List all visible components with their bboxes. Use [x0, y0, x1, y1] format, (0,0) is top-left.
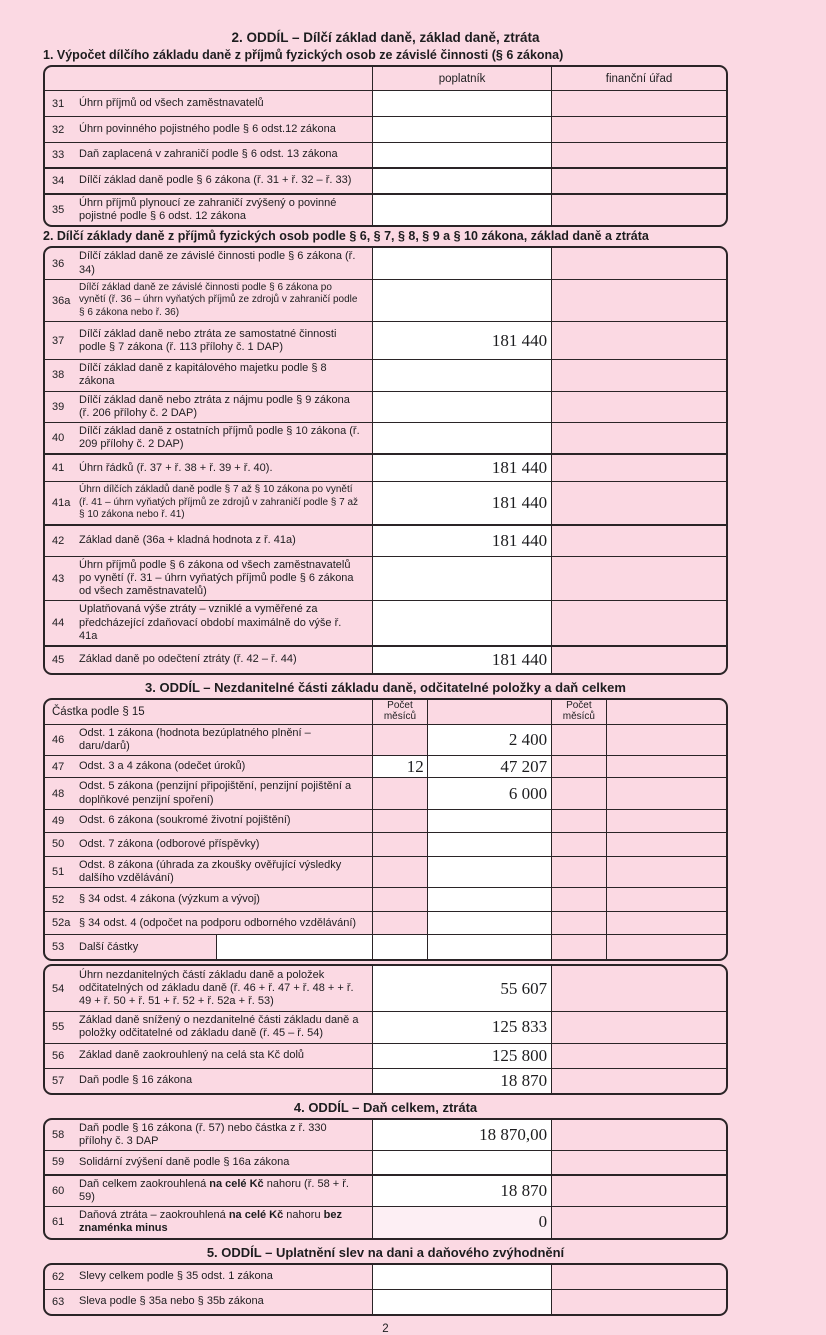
row-number: 34	[52, 175, 65, 187]
months-field[interactable]: 12	[372, 756, 427, 777]
months-field-urad	[551, 810, 606, 832]
row-50	[45, 832, 726, 856]
financni-urad-field	[606, 833, 726, 856]
row-62	[45, 1265, 726, 1289]
financni-urad-field	[551, 1290, 726, 1314]
section2-table	[43, 246, 728, 675]
row-63	[45, 1289, 726, 1314]
row-label: Daň podle § 16 zákona	[79, 1073, 193, 1086]
row-49	[45, 809, 726, 832]
financni-urad-field	[551, 601, 726, 645]
financni-urad-field	[551, 117, 726, 142]
financni-urad-field	[551, 526, 726, 556]
poplatnik-field[interactable]: 125 800	[372, 1044, 551, 1068]
poplatnik-field[interactable]	[372, 143, 551, 167]
row-label: § 34 odst. 4 zákona (výzkum a vývoj)	[79, 893, 260, 906]
row-number: 33	[52, 149, 65, 161]
row-label: Uplatňovaná výše ztráty – vzniklé a vyměřené za předcházející zdaňovací období maximálně do výše ř. 41a	[79, 603, 342, 642]
poplatnik-field[interactable]	[427, 912, 551, 934]
row-56	[45, 1043, 726, 1068]
row-number: 48	[52, 787, 65, 800]
row-label: Daň zaplacená v zahraničí podle § 6 odst. 13 zákona	[79, 148, 338, 161]
row-label: Úhrn příjmů podle § 6 zákona od všech zaměstnavatelů po vynětí (ř. 31 – úhrn vyňatých příjmů podle § 6 zákona od všech zaměstnavatelů)	[79, 558, 354, 598]
months-field[interactable]	[372, 935, 427, 959]
row-31	[45, 90, 726, 116]
poplatnik-field[interactable]: 181 440	[372, 647, 551, 673]
financni-urad-field	[551, 1069, 726, 1093]
months-field-urad	[551, 756, 606, 777]
poplatnik-field[interactable]: 55 607	[372, 966, 551, 1011]
months-field	[372, 833, 427, 856]
poplatnik-field[interactable]: 18 870,00	[372, 1120, 551, 1150]
row-number: 44	[52, 617, 65, 630]
column-header-castka: Částka podle § 15	[52, 706, 145, 718]
financni-urad-field	[551, 1120, 726, 1150]
financni-urad-field	[606, 888, 726, 911]
row-number: 40	[52, 432, 65, 445]
row-number: 52	[52, 893, 65, 906]
months-field-urad	[551, 935, 606, 959]
row-43	[45, 556, 726, 601]
poplatnik-field[interactable]: 0	[372, 1207, 551, 1237]
row-label: Odst. 6 zákona (soukromé životní pojištění)	[79, 814, 291, 827]
row-number: 36	[52, 257, 65, 270]
row-number: 42	[52, 534, 65, 547]
row-number: 37	[52, 334, 65, 347]
section3-title: 3. ODDÍL – Nezdanitelné části základu daně, odčitatelné položky a daň celkem	[145, 680, 626, 695]
row-36	[45, 248, 726, 278]
financni-urad-field	[551, 360, 726, 390]
other-amounts-description-field[interactable]	[216, 935, 372, 959]
months-field	[372, 778, 427, 808]
row-label: § 34 odst. 4 (odpočet na podporu odborného vzdělávání)	[79, 916, 357, 929]
header-spacer	[45, 67, 372, 90]
row-label: Daň celkem zaokrouhlená na celé Kč nahoru (ř. 58 + ř. 59)	[79, 1177, 349, 1204]
row-label: Daň podle § 16 zákona (ř. 57) nebo částka z ř. 330 přílohy č. 3 DAP	[79, 1121, 327, 1147]
section1-subtitle: 1. Výpočet dílčího základu daně z příjmů fyzických osob ze závislé činnosti (§ 6 zákona)	[43, 48, 564, 62]
row-44	[45, 600, 726, 645]
row-label: Úhrn řádků (ř. 37 + ř. 38 + ř. 39 + ř. 40).	[79, 461, 273, 474]
financni-urad-field	[551, 455, 726, 481]
financni-urad-field	[551, 1044, 726, 1068]
financni-urad-field	[551, 280, 726, 322]
row-57	[45, 1068, 726, 1093]
section5-table	[43, 1263, 728, 1316]
header-spacer	[427, 700, 551, 724]
row-number: 35	[52, 204, 65, 217]
table-header-row	[45, 67, 726, 90]
row-number: 57	[52, 1074, 65, 1087]
row-label: Solidární zvýšení daně podle § 16a zákona	[79, 1155, 290, 1168]
row-45	[45, 645, 726, 673]
row-52	[45, 887, 726, 911]
poplatnik-field[interactable]: 18 870	[372, 1069, 551, 1093]
poplatnik-field[interactable]	[372, 392, 551, 422]
row-label: Dílčí základ daně podle § 6 zákona (ř. 31 + ř. 32 – ř. 33)	[79, 174, 352, 187]
row-number: 56	[52, 1049, 65, 1062]
row-34	[45, 167, 726, 193]
row-label: Základ daně zaokrouhlený na celá sta Kč dolů	[79, 1048, 305, 1061]
row-label: Dílčí základ daně nebo ztráta z nájmu podle § 9 zákona (ř. 206 přílohy č. 2 DAP)	[79, 393, 350, 419]
row-36a	[45, 279, 726, 322]
months-field	[372, 810, 427, 832]
row-52a	[45, 911, 726, 934]
row-label: Odst. 8 zákona (úhrada za zkoušky ověřující výsledky dalšího vzdělávání)	[79, 858, 342, 884]
row-number: 43	[52, 572, 65, 585]
row-number: 39	[52, 400, 65, 413]
poplatnik-field[interactable]	[372, 91, 551, 116]
poplatnik-field[interactable]	[372, 360, 551, 390]
row-55	[45, 1011, 726, 1042]
row-47	[45, 755, 726, 777]
row-number: 41	[52, 462, 65, 475]
row-42	[45, 524, 726, 556]
row-33	[45, 142, 726, 167]
row-number: 47	[52, 760, 65, 773]
row-label: Další částky	[79, 940, 139, 953]
poplatnik-field[interactable]	[372, 1265, 551, 1289]
row-number: 60	[52, 1185, 65, 1198]
months-field	[372, 857, 427, 887]
poplatnik-field[interactable]	[372, 169, 551, 193]
row-label: Odst. 1 zákona (hodnota bezúplatného plnění – daru/darů)	[79, 727, 311, 753]
row-label: Úhrn příjmů plynoucí ze zahraničí zvýšený o povinné pojistné podle § 6 odst. 12 zákona	[79, 197, 337, 223]
row-54	[45, 966, 726, 1011]
row-number: 58	[52, 1128, 65, 1141]
financni-urad-field	[606, 810, 726, 832]
poplatnik-field[interactable]	[372, 248, 551, 278]
row-label: Dílčí základ daně nebo ztráta ze samostatné činnosti podle § 7 zákona (ř. 113 přílohy č. 1 DAP)	[79, 327, 337, 353]
row-number: 49	[52, 814, 65, 827]
row-number: 50	[52, 838, 65, 851]
months-field-urad	[551, 725, 606, 755]
financni-urad-field	[606, 912, 726, 934]
row-35	[45, 193, 726, 225]
financni-urad-field	[551, 1012, 726, 1042]
table-header-row	[45, 700, 726, 724]
financni-urad-field	[551, 392, 726, 422]
financni-urad-field	[551, 1207, 726, 1237]
financni-urad-field	[551, 169, 726, 193]
row-41	[45, 453, 726, 481]
poplatnik-field[interactable]	[427, 833, 551, 856]
financni-urad-field	[551, 423, 726, 453]
poplatnik-field[interactable]: 125 833	[372, 1012, 551, 1042]
row-32	[45, 116, 726, 142]
financni-urad-field	[551, 557, 726, 601]
financni-urad-field	[551, 322, 726, 359]
row-41a	[45, 481, 726, 524]
poplatnik-field[interactable]	[372, 423, 551, 453]
row-number: 53	[52, 941, 65, 954]
financni-urad-field	[606, 778, 726, 808]
months-field-urad	[551, 888, 606, 911]
financni-urad-field	[551, 143, 726, 167]
row-number: 36a	[52, 294, 71, 307]
financni-urad-field	[606, 756, 726, 777]
row-number: 38	[52, 369, 65, 382]
row-37	[45, 321, 726, 359]
poplatnik-field[interactable]: 181 440	[372, 526, 551, 556]
poplatnik-field[interactable]: 18 870	[372, 1176, 551, 1206]
poplatnik-field[interactable]	[372, 280, 551, 322]
poplatnik-field[interactable]: 181 440	[372, 322, 551, 359]
section3-table	[43, 698, 728, 961]
financni-urad-field	[551, 1151, 726, 1174]
poplatnik-field[interactable]: 181 440	[372, 482, 551, 524]
row-60	[45, 1174, 726, 1206]
row-label: Úhrn nezdanitelných částí základu daně a položek odčitatelných od základu daně (ř. 46 + ř. 47 + ř. 48 + + ř. 49 + ř. 50 + ř. 51 + ř. 52 + ř. 52a + ř. 53)	[79, 968, 354, 1008]
financni-urad-field	[551, 482, 726, 524]
column-header-poplatnik: poplatník	[372, 67, 551, 90]
section1-table	[43, 65, 728, 227]
row-label: Dílčí základ daně z kapitálového majetku podle § 8 zákona	[79, 362, 327, 388]
row-40	[45, 422, 726, 453]
poplatnik-field[interactable]: 6 000	[427, 778, 551, 808]
poplatnik-field[interactable]	[427, 810, 551, 832]
page-title: 2. ODDÍL – Dílčí základ daně, základ daně, ztráta	[231, 30, 540, 45]
row-label: Daňová ztráta – zaokrouhlená na celé Kč nahoru bez znaménka minus	[79, 1209, 342, 1235]
row-label: Sleva podle § 35a nebo § 35b zákona	[79, 1295, 264, 1308]
poplatnik-field[interactable]	[372, 1290, 551, 1314]
months-field-urad	[551, 857, 606, 887]
row-label: Odst. 3 a 4 zákona (odečet úroků)	[79, 760, 246, 773]
poplatnik-field[interactable]	[372, 557, 551, 601]
row-number: 61	[52, 1216, 65, 1229]
section2-subtitle: 2. Dílčí základy daně z příjmů fyzických osob podle § 6, § 7, § 8, § 9 a § 10 zákona, základ daně a ztráta	[43, 229, 649, 244]
row-39	[45, 391, 726, 422]
row-number: 62	[52, 1270, 65, 1283]
row-53	[45, 934, 726, 959]
months-field-urad	[551, 833, 606, 856]
financni-urad-field	[551, 1176, 726, 1206]
header-spacer	[606, 700, 726, 724]
row-number: 59	[52, 1156, 65, 1169]
row-label: Dílčí základ daně z ostatních příjmů podle § 10 zákona (ř. 209 přílohy č. 2 DAP)	[79, 425, 360, 451]
row-label: Odst. 7 zákona (odborové příspěvky)	[79, 837, 260, 850]
months-field-urad	[551, 912, 606, 934]
row-38	[45, 359, 726, 390]
financni-urad-field	[606, 857, 726, 887]
section5-title: 5. ODDÍL – Uplatnění slev na dani a daňového zvýhodnění	[206, 1244, 565, 1260]
financni-urad-field	[551, 1265, 726, 1289]
row-label: Úhrn povinného pojistného podle § 6 odst.12 zákona	[79, 122, 336, 135]
row-label: Slevy celkem podle § 35 odst. 1 zákona	[79, 1270, 273, 1283]
row-number: 51	[52, 865, 65, 878]
financni-urad-field	[606, 725, 726, 755]
row-label: Základ daně (36a + kladná hodnota z ř. 41a)	[79, 534, 296, 547]
row-number: 45	[52, 654, 65, 666]
row-number: 63	[52, 1295, 65, 1308]
poplatnik-field[interactable]	[372, 195, 551, 225]
months-field	[372, 912, 427, 934]
row-number: 52a	[52, 917, 71, 930]
column-header-pocet-mesicu-1: Počet měsíců	[372, 700, 427, 724]
row-label: Základ daně po odečtení ztráty (ř. 42 – ř. 44)	[79, 653, 297, 666]
financni-urad-field	[551, 966, 726, 1011]
row-59	[45, 1150, 726, 1174]
row-number: 31	[52, 97, 65, 110]
row-48	[45, 777, 726, 808]
financni-urad-field	[551, 91, 726, 116]
row-51	[45, 856, 726, 887]
poplatnik-field[interactable]	[372, 601, 551, 645]
financni-urad-field	[551, 195, 726, 225]
financni-urad-field	[551, 647, 726, 673]
row-46	[45, 724, 726, 755]
months-field	[372, 888, 427, 911]
row-number: 46	[52, 734, 65, 747]
column-header-financni-urad: finanční úřad	[551, 67, 726, 90]
row-label: Dílčí základ daně ze závislé činnosti podle § 6 zákona po vynětí (ř. 36 – úhrn vyňatých příjmů ze zdrojů v zahraničí podle § 6 zákona nebo ř. 36)	[79, 281, 358, 318]
page-number: 2	[382, 1322, 389, 1335]
poplatnik-field[interactable]	[372, 117, 551, 142]
row-61	[45, 1206, 726, 1237]
poplatnik-field[interactable]: 181 440	[372, 455, 551, 481]
poplatnik-field[interactable]	[427, 935, 551, 959]
column-header-pocet-mesicu-2: Počet měsíců	[551, 700, 606, 724]
row-number: 32	[52, 123, 65, 136]
row-number: 54	[52, 982, 65, 995]
financni-urad-field	[551, 248, 726, 278]
poplatnik-field[interactable]: 2 400	[427, 725, 551, 755]
poplatnik-field[interactable]	[427, 857, 551, 887]
row-label: Odst. 5 zákona (penzijní připojištění, penzijní pojištění a doplňkové penzijní spoření)	[79, 780, 352, 806]
row-label: Úhrn příjmů od všech zaměstnavatelů	[79, 96, 264, 109]
months-field-urad	[551, 778, 606, 808]
section3-summary-table	[43, 964, 728, 1094]
months-field	[372, 725, 427, 755]
row-label: Dílčí základ daně ze závislé činnosti podle § 6 zákona (ř. 34)	[79, 250, 356, 276]
row-label: Úhrn dílčích základů daně podle § 7 až § 10 zákona po vynětí (ř. 41 – úhrn vyňatých příjmů ze zdrojů v zahraničí podle § 7 až § 10 zákona nebo ř. 41)	[79, 484, 359, 521]
poplatnik-field[interactable]	[372, 1151, 551, 1174]
poplatnik-field[interactable]: 47 207	[427, 756, 551, 777]
row-label: Základ daně snížený o nezdanitelné části základu daně a položky odčitatelné od základu daně (ř. 45 – ř. 54)	[79, 1014, 359, 1040]
row-number: 55	[52, 1021, 65, 1034]
poplatnik-field[interactable]	[427, 888, 551, 911]
section4-table	[43, 1118, 728, 1240]
financni-urad-field	[606, 935, 726, 959]
row-58	[45, 1120, 726, 1150]
section4-title: 4. ODDÍL – Daň celkem, ztráta	[293, 1099, 478, 1115]
row-number: 41a	[52, 497, 71, 510]
